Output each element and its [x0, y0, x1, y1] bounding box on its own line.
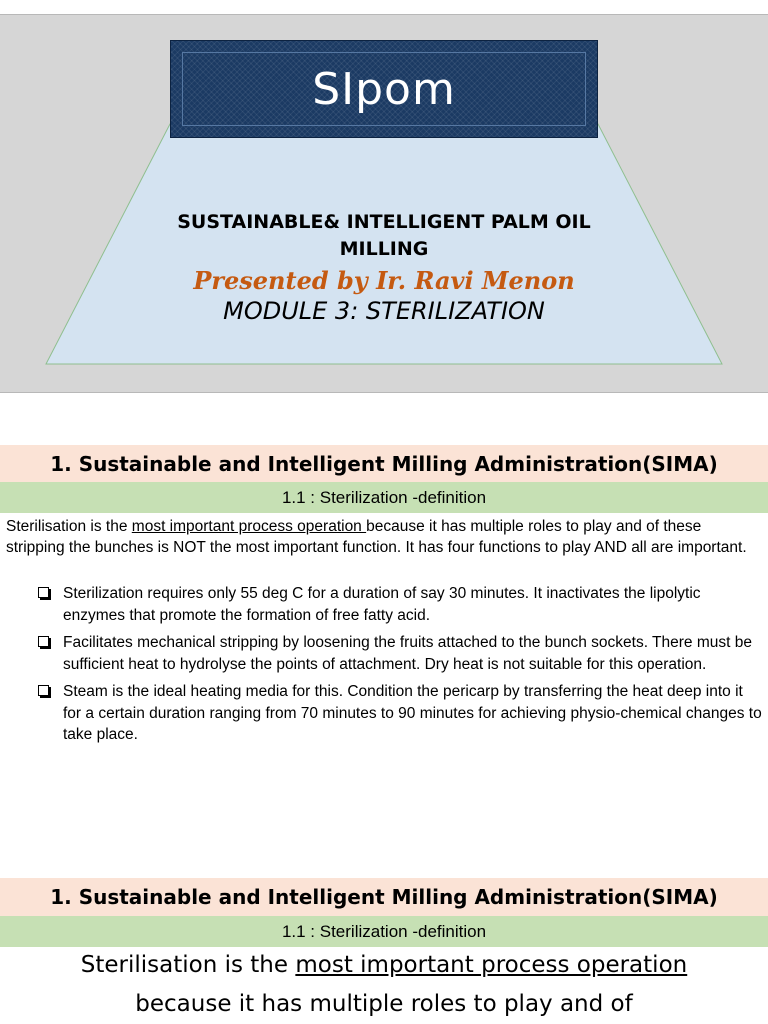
title-slide	[0, 14, 768, 393]
slide2-header: 1. Sustainable and Intelligent Milling Administration(SIMA)	[50, 452, 718, 476]
checkbox-bullet-icon	[38, 685, 49, 696]
bullet-text: Steam is the ideal heating media for this. Condition the pericarp by transferring the heat deep into it for a certain duration ranging from 70 minutes to 90 minutes for achieving physio-chemical changes to take place.	[63, 683, 762, 743]
slide3-header-bar	[0, 878, 768, 916]
slide2-subheader-bar	[0, 482, 768, 513]
bullet-item	[38, 632, 764, 675]
paragraph-underlined-text: most important process operation	[131, 518, 367, 535]
bullet-item	[38, 583, 764, 626]
subtitle-line-2: MILLING	[339, 238, 429, 260]
slide3-text-start: Sterilisation is the	[80, 952, 296, 978]
checkbox-bullet-icon	[38, 636, 49, 647]
slide3-paragraph-line-1	[0, 947, 768, 983]
bullet-item	[38, 681, 764, 746]
slide2-bullet-list	[38, 583, 764, 752]
slide3-subheader: 1.1 : Sterilization -definition	[281, 921, 487, 941]
slide2-paragraph	[6, 517, 764, 558]
banner-title: SIpom	[312, 63, 456, 115]
bullet-text: Facilitates mechanical stripping by loosening the fruits attached to the bunch sockets. There must be sufficient heat to hydrolyse the points of attachment. Dry heat is not suitable for this operation.	[63, 634, 752, 673]
paragraph-text-start: Sterilisation is the	[6, 518, 132, 535]
slide3-header: 1. Sustainable and Intelligent Milling Administration(SIMA)	[50, 885, 718, 909]
slide3-underlined-text: most important process operation	[295, 952, 688, 978]
title-banner	[170, 40, 598, 138]
bullet-text: Sterilization requires only 55 deg C for a duration of say 30 minutes. It inactivates the lipolytic enzymes that promote the formation of free fatty acid.	[63, 585, 701, 624]
slide3-paragraph-line-2	[0, 986, 768, 1022]
subtitle-line-1: SUSTAINABLE& INTELLIGENT PALM OIL	[177, 211, 591, 233]
presenter-line: Presented by Ir. Ravi Menon	[193, 266, 575, 295]
slide3-text-continued: because it has multiple roles to play and of	[135, 991, 633, 1017]
checkbox-bullet-icon	[38, 587, 49, 598]
slide2-subheader: 1.1 : Sterilization -definition	[281, 487, 487, 507]
slide3-subheader-bar	[0, 916, 768, 947]
module-line: MODULE 3: STERILIZATION	[223, 297, 545, 325]
paragraph-text-end: because it has multiple roles to play and of these stripping the bunches is NOT the most important function. It has four functions to play AND all are important.	[6, 518, 747, 556]
slide2-header-bar	[0, 445, 768, 483]
title-banner-inner	[182, 52, 586, 126]
